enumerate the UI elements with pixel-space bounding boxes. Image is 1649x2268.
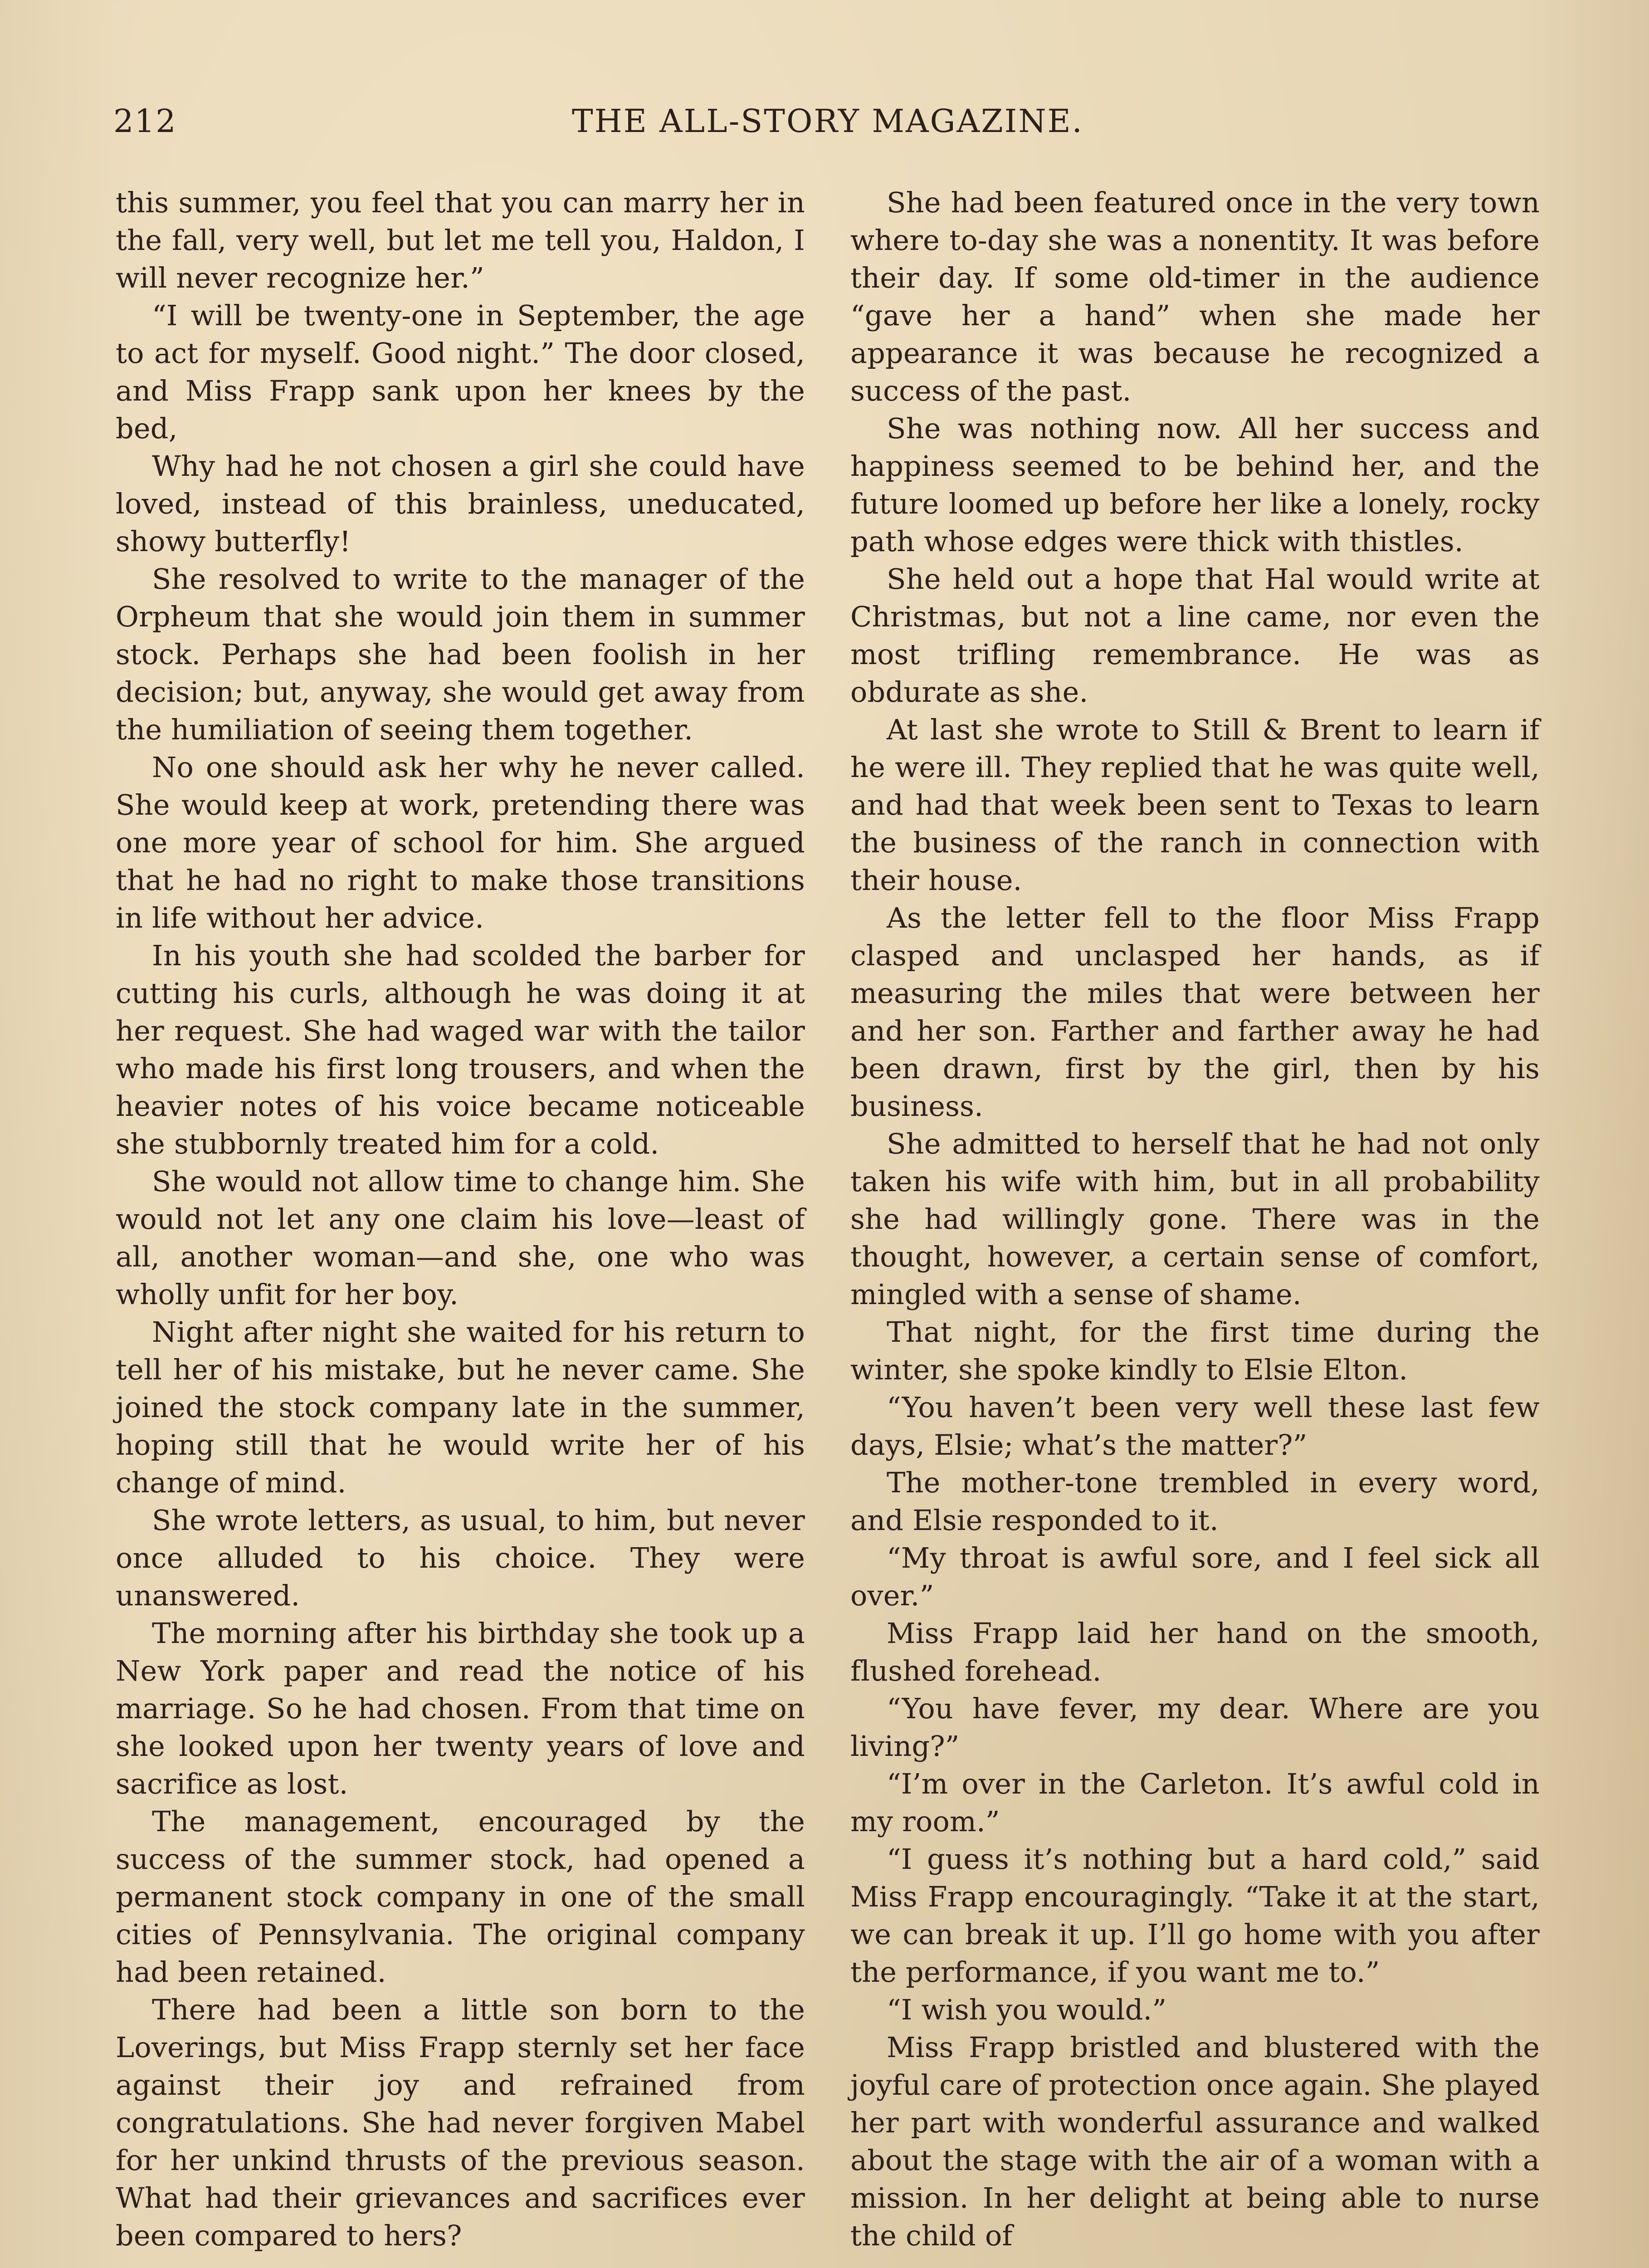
paragraph: She held out a hope that Hal would write at Christmas, but not a line came, nor even the most trifling remembrance. He was as obdurate as she. bbox=[850, 562, 1540, 709]
paragraph: “You haven’t been very well these last few days, Elsie; what’s the matter?” bbox=[850, 1391, 1540, 1461]
paragraph: this summer, you feel that you can marry her in the fall, very well, but let me tell you, Haldon, I will never recognize her.” bbox=[116, 186, 805, 294]
paragraph: She admitted to herself that he had not only taken his wife with him, but in all probability she had willingly gone. There was in the thought, however, a certain sense of comfort, mingled with a sense of shame. bbox=[850, 1127, 1540, 1311]
paragraph: “You have fever, my dear. Where are you living?” bbox=[850, 1692, 1540, 1763]
paragraph: “I guess it’s nothing but a hard cold,” said Miss Frapp encouragingly. “Take it at the start, we can break it up. I’ll go home with you after the performance, if you want me to.” bbox=[850, 1843, 1540, 1989]
paragraph: “I’m over in the Carleton. It’s awful cold in my room.” bbox=[850, 1767, 1540, 1838]
paragraph: That night, for the first time during the winter, she spoke kindly to Elsie Elton. bbox=[850, 1315, 1540, 1386]
paragraph: She would not allow time to change him. She would not let any one claim his love—least of all, another woman—and she, one who was wholly unfit for her boy. bbox=[116, 1165, 805, 1311]
right-column bbox=[850, 184, 1540, 2254]
paragraph: At last she wrote to Still & Brent to learn if he were ill. They replied that he was quite well, and had that week been sent to Texas to learn the business of the ranch in connection with their house. bbox=[850, 713, 1540, 897]
paragraph: The mother-tone trembled in every word, and Elsie responded to it. bbox=[850, 1466, 1540, 1537]
paragraph: She wrote letters, as usual, to him, but never once alluded to his choice. They were unanswered. bbox=[116, 1504, 805, 1612]
paragraph: She was nothing now. All her success and happiness seemed to be behind her, and the future loomed up before her like a lonely, rocky path whose edges were thick with thistles. bbox=[850, 412, 1540, 558]
paragraph: As the letter fell to the floor Miss Frapp clasped and unclasped her hands, as if measuring the miles that were between her and her son. Farther and farther away he had been drawn, first by the girl, then by his business. bbox=[850, 901, 1540, 1123]
paragraph: In his youth she had scolded the barber for cutting his curls, although he was doing it at her request. She had waged war with the tailor who made his first long trousers, and when the heavier notes of his voice became noticeable she stubbornly treated him for a cold. bbox=[116, 939, 805, 1160]
paragraph: There had been a little son born to the Loverings, but Miss Frapp sternly set her face against their joy and refrained from congratulations. She had never forgiven Mabel for her unkind thrusts of the previous season. What had their grievances and sacrifices ever been compared to hers? bbox=[116, 1993, 805, 2252]
paragraph: No one should ask her why he never called. She would keep at work, pretending there was one more year of school for him. She argued that he had no right to make those transitions in life without her advice. bbox=[116, 751, 805, 934]
paragraph: “My throat is awful sore, and I feel sick all over.” bbox=[850, 1541, 1540, 1612]
paragraph: She resolved to write to the manager of the Orpheum that she would join them in summer stock. Perhaps she had been foolish in her decision; but, anyway, she would get away from the humiliation of seeing them together. bbox=[116, 562, 805, 746]
paragraph: Miss Frapp bristled and blustered with the joyful care of protection once again. She played her part with wonderful assurance and walked about the stage with the air of a woman with a mission. In her delight at being able to nurse the child of bbox=[850, 2031, 1540, 2252]
page-header bbox=[113, 101, 1542, 142]
paragraph: “I will be twenty-one in September, the age to act for myself. Good night.” The door closed, and Miss Frapp sank upon her knees by the bed, bbox=[116, 299, 805, 445]
paragraph: Why had he not chosen a girl she could have loved, instead of this brainless, uneducated, showy butterfly! bbox=[116, 450, 805, 558]
paragraph: The morning after his birthday she took up a New York paper and read the notice of his marriage. So he had chosen. From that time on she looked upon her twenty years of love and sacrifice as lost. bbox=[116, 1617, 805, 1800]
page-number: 212 bbox=[113, 103, 177, 140]
left-column bbox=[116, 184, 805, 2254]
paragraph: “I wish you would.” bbox=[887, 1993, 1167, 2026]
paragraph: The management, encouraged by the success of the summer stock, had opened a permanent stock company in one of the small cities of Pennsylvania. The original company had been retained. bbox=[116, 1805, 805, 1989]
paragraph: She had been featured once in the very town where to-day she was a nonentity. It was before their day. If some old-timer in the audience “gave her a hand” when she made her appearance it was because he recognized a success of the past. bbox=[850, 186, 1540, 407]
paragraph: Miss Frapp laid her hand on the smooth, flushed forehead. bbox=[850, 1617, 1540, 1687]
paragraph: Night after night she waited for his return to tell her of his mistake, but he never came. She joined the stock company late in the summer, hoping still that he would write her of his change of mind. bbox=[116, 1315, 805, 1499]
magazine-title: THE ALL-STORY MAGAZINE. bbox=[572, 103, 1083, 140]
